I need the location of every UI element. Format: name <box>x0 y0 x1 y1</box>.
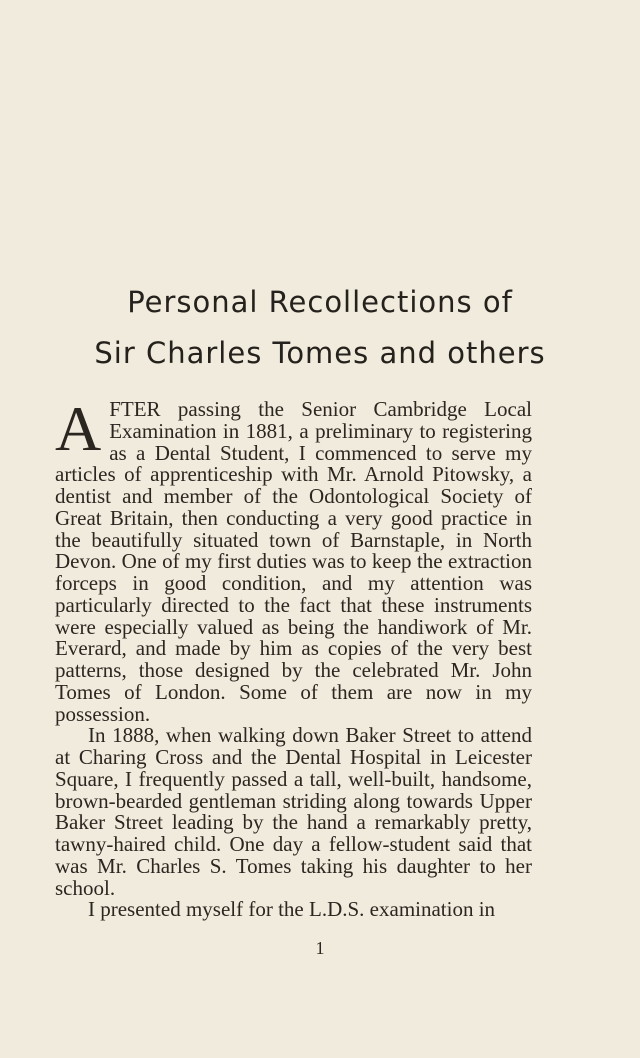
paragraph-2: In 1888, when walking down Baker Street to attend at Charing Cross and the Dental Hospital in Leicester Square, I frequently passed a tall, well-built, handsome, brown-bearded gentleman striding along towards Upper Baker Street leading by the hand a remarkably pretty, tawny-haired child. One day a fellow-student said that was Mr. Charles S. Tomes taking his daughter to her school. <box>55 723 532 900</box>
body-text <box>55 393 532 922</box>
drop-cap: A <box>55 393 102 464</box>
paragraph-1 <box>55 393 532 726</box>
paragraph-1-text: FTER passing the Senior Cambridge Local Examination in 1881, a preliminary to registering as a Dental Student, I commenced to serve my articles of apprenticeship with Mr. Arnold Pitowsky, a dentist and member of the Odontological Society of Great Britain, then conducting a very good practice in the beautifully situated town of Barnstaple, in North Devon. One of my first duties was to keep the extraction forceps in good condition, and my attention was particularly directed to the fact that these instruments were especially valued as being the handiwork of Mr. Everard, and made by him as copies of the very best patterns, those designed by the celebrated Mr. John Tomes of London. Some of them are now in my possession. <box>55 397 532 726</box>
chapter-title-line-2: Sir Charles Tomes and others <box>94 336 546 370</box>
paragraph-3: I presented myself for the L.D.S. examination in <box>88 897 496 922</box>
chapter-title-line-1: Personal Recollections of <box>127 285 513 319</box>
page-number: 1 <box>315 938 325 958</box>
